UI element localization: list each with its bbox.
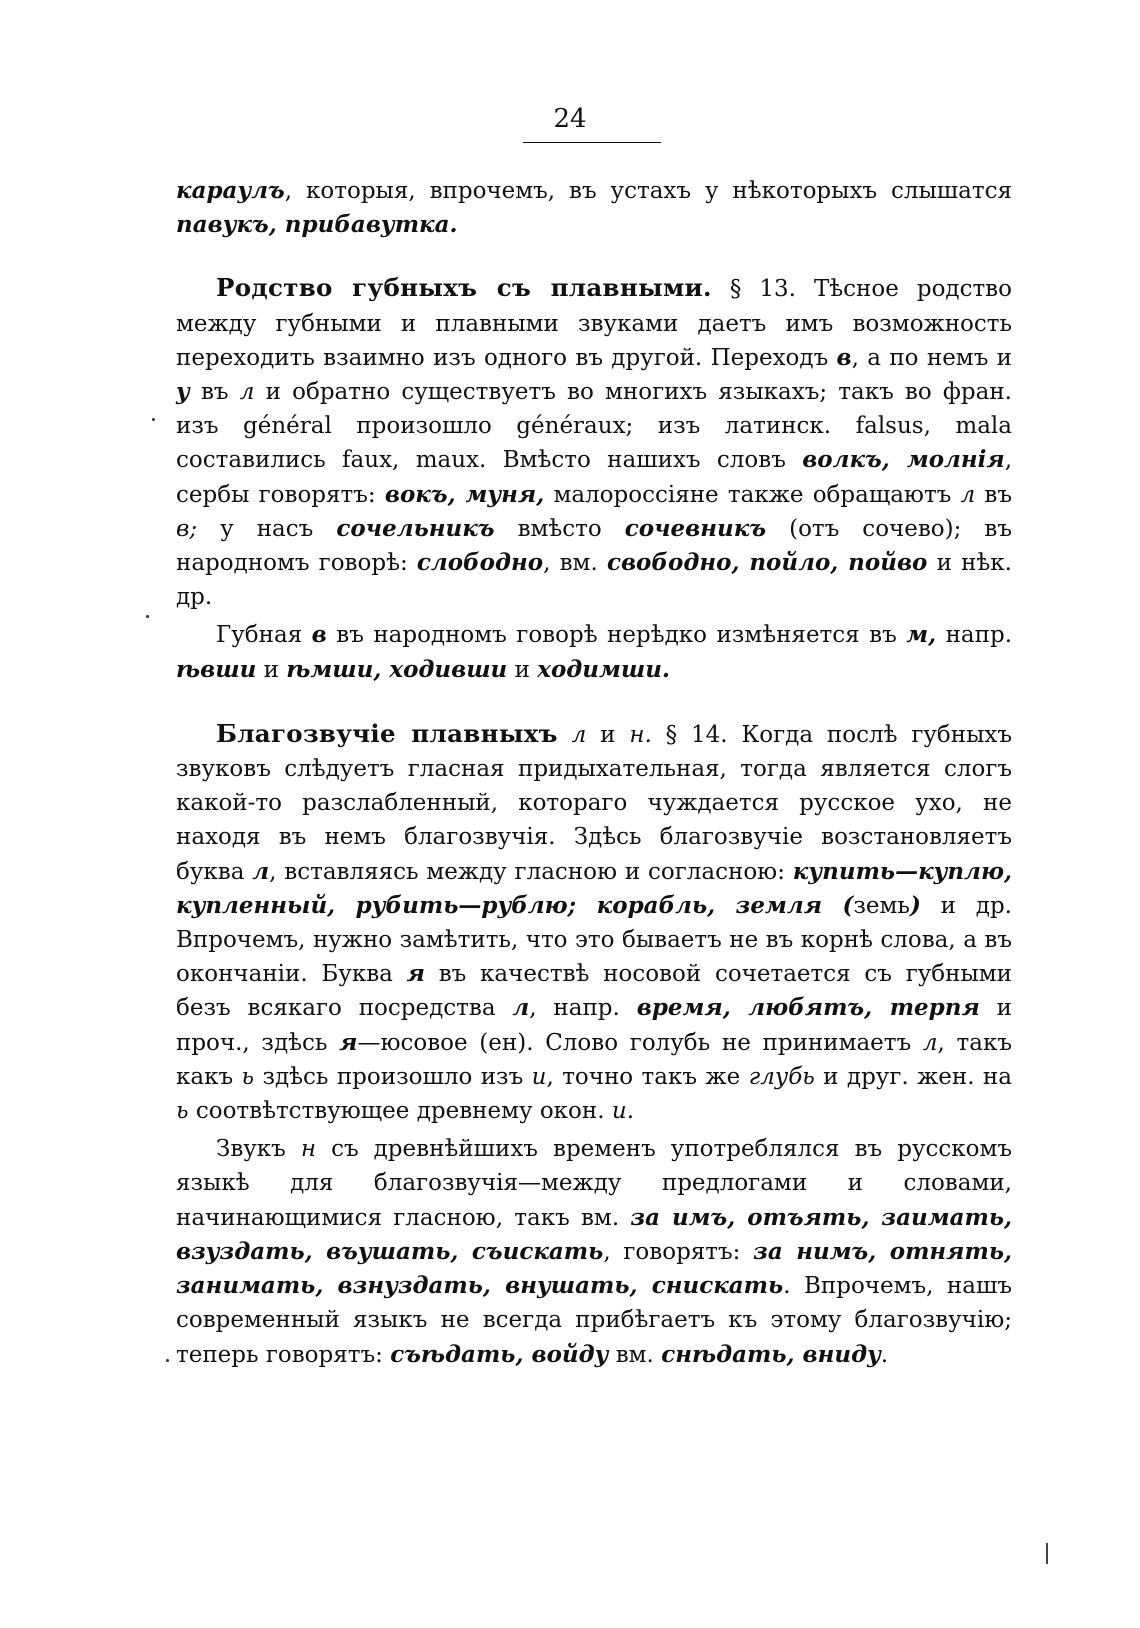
text-run: малороссіяне также обращаютъ	[544, 481, 961, 508]
text-run: Губная	[216, 622, 312, 649]
text-run: и проч., здѣсь	[176, 995, 1012, 1056]
text-run: съ древнѣйшихъ временъ употреблялся въ русскомъ языкѣ для благозвучія—между предлогами и словами, начинающимися гласною, такъ вм.	[176, 1136, 1012, 1231]
text-run: и	[586, 721, 630, 748]
margin-mark	[1046, 1543, 1048, 1564]
example-word: слободно	[416, 549, 544, 577]
text-run: .	[626, 1098, 634, 1125]
text-run: , такъ какъ	[176, 1029, 1012, 1090]
example-word: ѣмши, ходивши	[286, 655, 508, 683]
text-run	[558, 722, 572, 748]
paragraph-sound-n	[176, 1132, 1012, 1371]
paragraph-section-13	[176, 271, 1012, 614]
text-run: и обратно существуетъ во многихъ языкахъ; такъ во фран. изъ général произошло généraux; изъ латинск. falsus, mala составились faux, maux. Вмѣсто нашихъ словъ	[176, 379, 1012, 474]
page-number-rule	[523, 142, 661, 143]
paragraph-labial-v	[176, 618, 1012, 686]
example-word: л	[571, 721, 587, 748]
example-word: л	[239, 379, 255, 406]
example-word: свободно, пойло, пойво	[606, 549, 928, 577]
example-word: у	[176, 378, 190, 406]
example-word: караулъ	[176, 177, 285, 204]
text-run: напр.	[936, 622, 1013, 649]
text-run: вм.	[608, 1341, 662, 1368]
example-word: в;	[176, 515, 198, 542]
text-run: , вм.	[543, 550, 607, 577]
text-run: (отъ сочево); въ народномъ говорѣ:	[176, 515, 1012, 577]
example-word: снѣдать, вниду	[661, 1340, 881, 1368]
text-run: . Впрочемъ, нашъ современный языкъ не всегда прибѣгаетъ къ этому благозвучію; теперь говорятъ:	[176, 1273, 1012, 1368]
example-word: и	[611, 1098, 627, 1125]
text-run: и нѣк. др.	[176, 550, 1012, 611]
text-run: въ качествѣ носовой сочетается съ губными безъ всякаго посредства	[176, 961, 1012, 1022]
text-run: и др. Впрочемъ, нужно замѣтить, что это бываетъ не въ корнѣ слова, а въ окончаніи. Буква	[176, 892, 1012, 988]
paragraph-section-14	[176, 717, 1012, 1128]
text-run: вмѣсто	[494, 515, 625, 542]
text-run: и	[256, 656, 287, 683]
margin-dot	[166, 1359, 169, 1362]
text-run: , напр.	[529, 995, 637, 1022]
example-word: глубь	[748, 1063, 815, 1090]
text-run: Звукъ	[216, 1136, 301, 1163]
example-word: за имъ, отъять, заимать, взуздать, въушать, съискать	[176, 1203, 1013, 1265]
section-heading: Благозвучіе плавныхъ	[216, 718, 558, 748]
example-word: ь	[241, 1063, 255, 1090]
example-word: л	[960, 481, 976, 508]
text-run: земь	[853, 892, 910, 919]
text-run: , точно такъ же	[546, 1063, 749, 1090]
example-word: вокъ, муня,	[384, 480, 545, 508]
text-run: въ народномъ говорѣ нерѣдко измѣняется въ	[326, 622, 907, 649]
example-word: )	[909, 891, 921, 919]
example-word: в	[836, 343, 852, 371]
example-word: купить—куплю, купленный, рубить—рублю; корабль, земля (	[176, 857, 1012, 919]
example-word: время, любятъ, терпя	[636, 994, 980, 1022]
paragraph-continuation	[176, 174, 1012, 242]
text-run: —юсовое (ен). Слово голубь не принимаетъ	[357, 1029, 923, 1056]
example-word: м,	[906, 621, 937, 649]
example-word: л	[252, 857, 270, 885]
section-heading: Родство губныхъ съ плавными.	[216, 273, 712, 303]
example-word: н	[300, 1136, 317, 1163]
example-word: и	[531, 1063, 547, 1090]
example-word: я	[406, 960, 425, 988]
example-word: павукъ, прибавутка.	[176, 211, 458, 239]
margin-dot	[146, 615, 149, 618]
text-run: , говорятъ:	[603, 1238, 754, 1265]
example-word: ходимши.	[537, 655, 670, 683]
text-run: , вставляясь между гласною и согласною:	[269, 858, 793, 885]
example-word: за нимъ, отнять, занимать, взнуздать, внушать, снискать	[176, 1237, 1013, 1300]
text-run: § 14. Когда послѣ губныхъ звуковъ слѣдуетъ гласная придыхательная, тогда является слогъ какой-то разслабленный, котораго чуждается русское ухо, не находя въ немъ благозвучія. Здѣсь благозвучіе возстановляетъ буква	[176, 721, 1012, 885]
text-run: въ	[975, 481, 1012, 508]
text-run: , сербы говорятъ:	[176, 447, 1013, 508]
text-run: и	[507, 656, 538, 683]
example-word: я	[339, 1028, 358, 1056]
margin-dot	[152, 418, 155, 421]
text-run: , которыя, впрочемъ, въ устахъ у нѣкоторыхъ слышатся	[284, 178, 1012, 204]
example-word: волкъ, молнія	[802, 446, 1005, 474]
example-word: н.	[629, 721, 652, 748]
text-run: соотвѣтствующее древнему окон.	[188, 1098, 612, 1125]
example-word: л	[512, 994, 530, 1022]
page-number: 24	[553, 104, 587, 134]
example-word: в	[311, 621, 327, 649]
text-run: , а по немъ и	[851, 344, 1012, 371]
body-text	[176, 174, 1012, 1372]
text-run: у насъ	[197, 515, 337, 542]
example-word: ѣвши	[176, 655, 257, 683]
example-word: съѣдать, войду	[390, 1340, 609, 1368]
text-run: .	[880, 1341, 889, 1368]
example-word: л	[922, 1029, 938, 1056]
example-word: ь	[176, 1098, 189, 1125]
example-word: сочевникъ	[624, 514, 767, 542]
text-run: и друг. жен. на	[814, 1063, 1012, 1090]
text-run: въ	[189, 379, 240, 406]
text-run: здѣсь произошло изъ	[254, 1063, 532, 1090]
text-run: § 13. Тѣсное родство между губными и плавными звуками даетъ имъ возможность переходить взаимно изъ одного въ другой. Переходъ	[176, 276, 1012, 371]
example-word: сочельникъ	[336, 514, 495, 542]
